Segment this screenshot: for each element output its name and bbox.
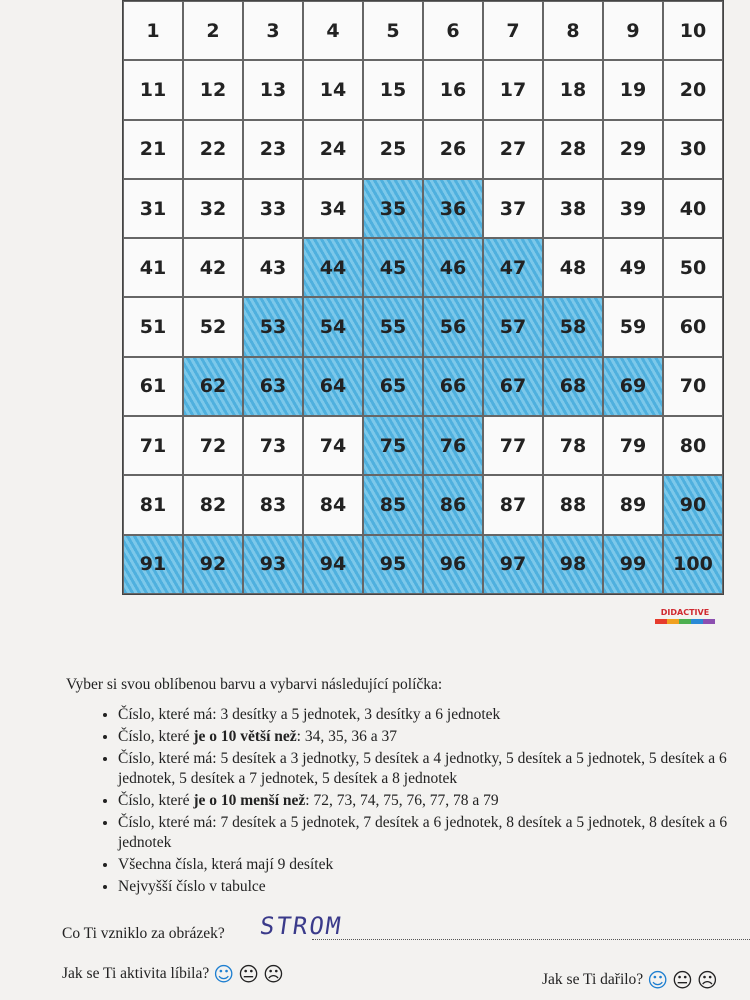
grid-cell[interactable]: 1 [123, 1, 183, 60]
grid-cell[interactable]: 38 [543, 179, 603, 238]
grid-cell[interactable]: 45 [363, 238, 423, 297]
grid-cell[interactable]: 95 [363, 535, 423, 594]
grid-cell[interactable]: 83 [243, 475, 303, 534]
grid-cell[interactable]: 82 [183, 475, 243, 534]
grid-cell[interactable]: 28 [543, 120, 603, 179]
smile-face-icon[interactable]: ☺ [647, 968, 669, 992]
grid-cell[interactable]: 96 [423, 535, 483, 594]
grid-cell[interactable]: 70 [663, 357, 723, 416]
grid-cell[interactable]: 24 [303, 120, 363, 179]
logo-color-bar [655, 619, 715, 624]
grid-cell[interactable]: 67 [483, 357, 543, 416]
grid-cell[interactable]: 7 [483, 1, 543, 60]
instruction-bold: je o 10 menší než [193, 792, 306, 809]
grid-cell[interactable]: 36 [423, 179, 483, 238]
grid-cell[interactable]: 51 [123, 297, 183, 356]
didactive-logo [655, 608, 715, 628]
grid-cell[interactable]: 11 [123, 60, 183, 119]
answer-line [312, 939, 750, 940]
grid-cell[interactable]: 17 [483, 60, 543, 119]
grid-cell[interactable]: 48 [543, 238, 603, 297]
grid-cell[interactable]: 22 [183, 120, 243, 179]
grid-cell[interactable]: 18 [543, 60, 603, 119]
grid-cell[interactable]: 68 [543, 357, 603, 416]
sad-face-icon[interactable]: ☹ [262, 962, 284, 986]
grid-cell[interactable]: 35 [363, 179, 423, 238]
grid-cell[interactable]: 39 [603, 179, 663, 238]
grid-cell[interactable]: 71 [123, 416, 183, 475]
grid-cell[interactable]: 37 [483, 179, 543, 238]
grid-cell[interactable]: 97 [483, 535, 543, 594]
question-row [62, 925, 225, 943]
grid-cell[interactable]: 74 [303, 416, 363, 475]
grid-cell[interactable]: 93 [243, 535, 303, 594]
grid-cell[interactable]: 72 [183, 416, 243, 475]
grid-cell[interactable]: 25 [363, 120, 423, 179]
instruction-pre: Číslo, které [118, 728, 194, 745]
done-label: Jak se Ti dařilo? [542, 971, 644, 988]
grid-cell[interactable]: 6 [423, 1, 483, 60]
grid-cell[interactable]: 88 [543, 475, 603, 534]
grid-cell[interactable]: 59 [603, 297, 663, 356]
grid-cell[interactable]: 99 [603, 535, 663, 594]
instruction-post: : 72, 73, 74, 75, 76, 77, 78 a 79 [305, 792, 499, 809]
grid-cell[interactable]: 14 [303, 60, 363, 119]
grid-cell[interactable]: 91 [123, 535, 183, 594]
instruction-pre: Číslo, které [118, 792, 194, 809]
grid-cell[interactable]: 21 [123, 120, 183, 179]
neutral-face-icon[interactable]: 😐 [238, 962, 259, 986]
grid-cell[interactable]: 2 [183, 1, 243, 60]
grid-cell[interactable]: 52 [183, 297, 243, 356]
grid-cell[interactable]: 84 [303, 475, 363, 534]
grid-cell[interactable]: 5 [363, 1, 423, 60]
liked-label: Jak se Ti aktivita líbila? [62, 965, 210, 982]
smile-face-icon[interactable]: ☺ [213, 962, 235, 986]
done-feedback [542, 970, 718, 990]
grid-cell[interactable]: 56 [423, 297, 483, 356]
instruction-pre: Všechna čísla, která mají 9 desítek [118, 856, 334, 873]
grid-cell[interactable]: 79 [603, 416, 663, 475]
instruction-item [118, 705, 750, 725]
grid-cell[interactable]: 42 [183, 238, 243, 297]
grid-cell[interactable]: 50 [663, 238, 723, 297]
grid-cell[interactable]: 73 [243, 416, 303, 475]
grid-cell[interactable]: 66 [423, 357, 483, 416]
grid-cell[interactable]: 33 [243, 179, 303, 238]
grid-cell[interactable]: 47 [483, 238, 543, 297]
grid-cell[interactable]: 31 [123, 179, 183, 238]
grid-cell[interactable]: 64 [303, 357, 363, 416]
grid-cell[interactable]: 78 [543, 416, 603, 475]
grid-cell[interactable]: 10 [663, 1, 723, 60]
grid-cell[interactable]: 57 [483, 297, 543, 356]
grid-cell[interactable]: 23 [243, 120, 303, 179]
instructions-list [66, 705, 750, 897]
grid-cell[interactable]: 76 [423, 416, 483, 475]
instruction-item [118, 877, 750, 897]
instruction-bold: je o 10 větší než [193, 728, 297, 745]
grid-cell[interactable]: 86 [423, 475, 483, 534]
grid-cell[interactable]: 100 [663, 535, 723, 594]
grid-cell[interactable]: 12 [183, 60, 243, 119]
grid-cell[interactable]: 27 [483, 120, 543, 179]
instruction-item [118, 749, 750, 789]
question-label: Co Ti vzniklo za obrázek? [62, 925, 225, 942]
grid-cell[interactable]: 98 [543, 535, 603, 594]
grid-cell[interactable]: 69 [603, 357, 663, 416]
grid-cell[interactable]: 15 [363, 60, 423, 119]
neutral-face-icon[interactable]: 😐 [672, 968, 693, 992]
instruction-pre: Číslo, které má: 5 desítek a 3 jednotky, 5 desítek a 4 jednotky, 5 desítek a 5 jednotek, 5 desítek a 6 jednotek, 5 desítek a 7 jednotek, 5 desítek a 8 jednotek [118, 750, 727, 787]
grid-cell[interactable]: 94 [303, 535, 363, 594]
handwritten-answer[interactable]: STROM [258, 912, 345, 940]
logo-text: DIDACTIVE [660, 608, 710, 617]
grid-cell[interactable]: 80 [663, 416, 723, 475]
grid-cell[interactable]: 8 [543, 1, 603, 60]
grid-cell[interactable]: 62 [183, 357, 243, 416]
grid-cell[interactable]: 90 [663, 475, 723, 534]
grid-cell[interactable]: 44 [303, 238, 363, 297]
grid-cell[interactable]: 19 [603, 60, 663, 119]
grid-cell[interactable]: 85 [363, 475, 423, 534]
grid-cell[interactable]: 30 [663, 120, 723, 179]
grid-cell[interactable]: 46 [423, 238, 483, 297]
grid-cell[interactable]: 60 [663, 297, 723, 356]
grid-cell[interactable]: 26 [423, 120, 483, 179]
grid-cell[interactable]: 4 [303, 1, 363, 60]
grid-cell[interactable]: 9 [603, 1, 663, 60]
instruction-pre: Číslo, které má: 7 desítek a 5 jednotek, 7 desítek a 6 jednotek, 8 desítek a 5 jednotek, 8 desítek a 6 jednotek [118, 814, 728, 851]
grid-cell[interactable]: 20 [663, 60, 723, 119]
liked-feedback [62, 964, 284, 984]
instruction-post: : 34, 35, 36 a 37 [296, 728, 397, 745]
grid-cell[interactable]: 55 [363, 297, 423, 356]
grid-cell[interactable]: 75 [363, 416, 423, 475]
instruction-pre: Nejvyšší číslo v tabulce [118, 878, 266, 895]
grid-cell[interactable]: 13 [243, 60, 303, 119]
grid-cell[interactable]: 77 [483, 416, 543, 475]
grid-cell[interactable]: 16 [423, 60, 483, 119]
hundred-grid [122, 0, 724, 595]
grid-cell[interactable]: 65 [363, 357, 423, 416]
grid-cell[interactable]: 32 [183, 179, 243, 238]
instruction-item [118, 855, 750, 875]
grid-cell[interactable]: 92 [183, 535, 243, 594]
grid-cell[interactable]: 40 [663, 179, 723, 238]
grid-cell[interactable]: 34 [303, 179, 363, 238]
instructions-intro: Vyber si svou oblíbenou barvu a vybarvi následující políčka: [66, 676, 443, 693]
instruction-pre: Číslo, které má: 3 desítky a 5 jednotek, 3 desítky a 6 jednotek [118, 706, 501, 723]
grid-cell[interactable]: 81 [123, 475, 183, 534]
grid-cell[interactable]: 89 [603, 475, 663, 534]
instruction-item [118, 813, 750, 853]
grid-cell[interactable]: 49 [603, 238, 663, 297]
grid-cell[interactable]: 43 [243, 238, 303, 297]
grid-cell[interactable]: 58 [543, 297, 603, 356]
grid-cell[interactable]: 29 [603, 120, 663, 179]
grid-cell[interactable]: 41 [123, 238, 183, 297]
sad-face-icon[interactable]: ☹ [696, 968, 718, 992]
grid-cell[interactable]: 61 [123, 357, 183, 416]
grid-cell[interactable]: 3 [243, 1, 303, 60]
grid-cell[interactable]: 87 [483, 475, 543, 534]
instructions [66, 675, 750, 899]
grid-cell[interactable]: 54 [303, 297, 363, 356]
grid-cell[interactable]: 53 [243, 297, 303, 356]
instruction-item [118, 727, 750, 747]
grid-cell[interactable]: 63 [243, 357, 303, 416]
instruction-item [118, 791, 750, 811]
